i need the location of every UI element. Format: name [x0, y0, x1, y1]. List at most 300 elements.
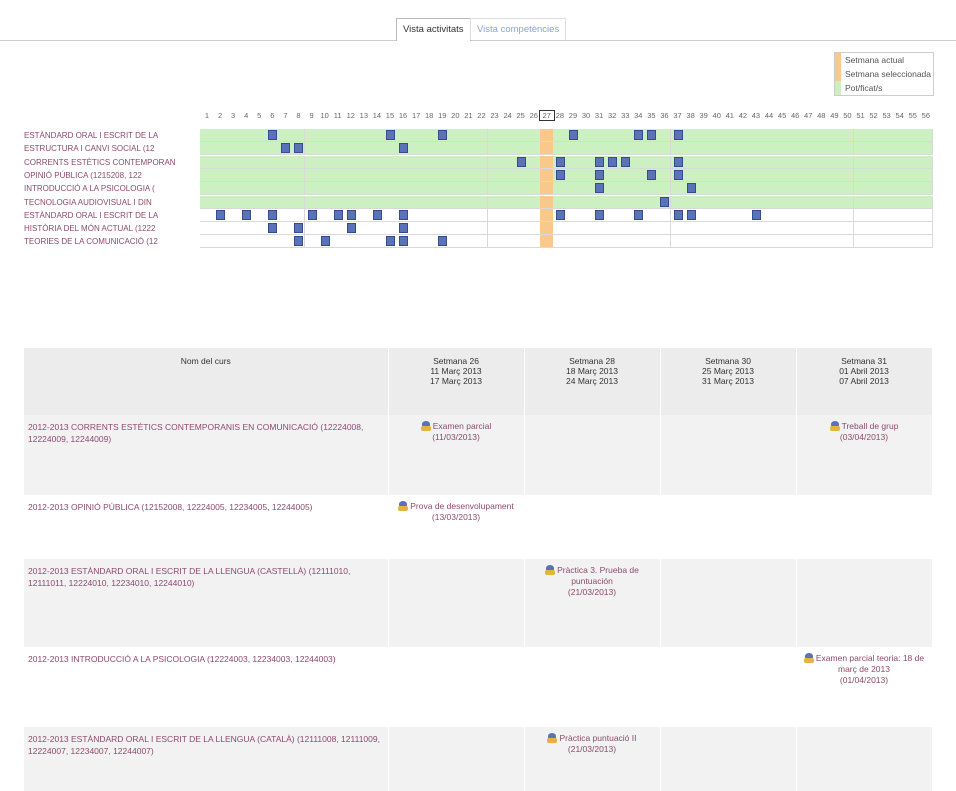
- grid-week-cell: [200, 129, 214, 142]
- grid-week-cell: [540, 169, 554, 182]
- week-number[interactable]: 16: [398, 111, 408, 120]
- header-week-30[interactable]: Setmana 30 25 Març 2013 31 Març 2013: [660, 348, 796, 415]
- activity-icon[interactable]: [373, 210, 382, 220]
- grid-week-cell: [801, 169, 815, 182]
- week-number[interactable]: 9: [309, 111, 314, 120]
- activity-icon[interactable]: [634, 210, 643, 220]
- grid-week-cell: [566, 182, 580, 195]
- activity-entry[interactable]: [801, 421, 928, 443]
- week-number[interactable]: 30: [581, 111, 591, 120]
- week-number[interactable]: 21: [464, 111, 473, 120]
- activity-icon[interactable]: [399, 223, 408, 233]
- grid-week-cell: [305, 196, 319, 209]
- grid-week-cell: [488, 209, 502, 222]
- week-number[interactable]: 2: [217, 111, 223, 120]
- grid-week-cell: [409, 196, 423, 209]
- grid-week-cell: [527, 169, 541, 182]
- activity-name[interactable]: Prova de desenvolupament: [410, 501, 514, 511]
- activity-icon[interactable]: [399, 236, 408, 246]
- grid-week-cell: [540, 235, 554, 248]
- grid-course-link[interactable]: ESTÀNDARD ORAL I ESCRIT DE LA: [24, 131, 159, 140]
- grid-week-cell: [605, 142, 619, 155]
- grid-week-cell: [566, 209, 580, 222]
- activity-icon[interactable]: [687, 183, 696, 193]
- assignment-icon: [830, 421, 840, 432]
- assignment-icon: [804, 653, 814, 664]
- week-number[interactable]: 29: [568, 111, 578, 120]
- legend-selected-week: Setmana seleccionada: [835, 67, 933, 81]
- activity-icon[interactable]: [438, 236, 447, 246]
- week-number[interactable]: 37: [673, 111, 682, 120]
- activity-name[interactable]: Pràctica puntuació II: [559, 733, 637, 743]
- grid-week-cell: [383, 182, 397, 195]
- week-number[interactable]: 41: [725, 111, 734, 120]
- week-number[interactable]: 31: [594, 111, 604, 120]
- grid-week-cell: [331, 235, 345, 248]
- activity-name[interactable]: Examen parcial: [432, 421, 492, 431]
- week-number[interactable]: 18: [425, 111, 434, 120]
- activity-icon[interactable]: [242, 210, 251, 220]
- week-number[interactable]: 27: [540, 111, 554, 120]
- week-number[interactable]: 42: [738, 111, 748, 120]
- activity-icon[interactable]: [647, 170, 656, 180]
- grid-week-cell: [461, 196, 475, 209]
- grid-week-cell: [200, 222, 214, 235]
- grid-week-cell: [422, 209, 436, 222]
- activity-entry[interactable]: [801, 653, 928, 686]
- grid-week-cell: [226, 182, 240, 195]
- course-link[interactable]: 2012-2013 ESTÀNDARD ORAL I ESCRIT DE LA LLENGUA (CASTELLÀ) (12111010, 12111011, 12224010, 12234010, 12244010): [28, 566, 351, 588]
- grid-week-cell: [383, 209, 397, 222]
- activity-icon[interactable]: [595, 183, 604, 193]
- grid-week-cell: [357, 222, 371, 235]
- grid-week-cell: [318, 129, 332, 142]
- activity-icon[interactable]: [595, 210, 604, 220]
- week-number[interactable]: 26: [529, 111, 538, 120]
- course-link[interactable]: 2012-2013 ESTÀNDARD ORAL I ESCRIT DE LA LLENGUA (CATALÀ) (12111008, 12111009, 12224007, 12234007, 12244007): [28, 734, 380, 756]
- activity-icon[interactable]: [281, 143, 290, 153]
- grid-week-cell: [461, 182, 475, 195]
- grid-week-cell: [566, 196, 580, 209]
- grid-week-cell: [474, 142, 488, 155]
- activity-icon[interactable]: [517, 157, 526, 167]
- week-number[interactable]: 48: [817, 111, 826, 120]
- grid-week-cell: [291, 142, 305, 155]
- activity-entry[interactable]: [529, 565, 656, 598]
- week-number[interactable]: 24: [503, 111, 512, 120]
- grid-week-cell: [396, 196, 410, 209]
- grid-week-cell: [644, 182, 658, 195]
- week-number[interactable]: 6: [270, 111, 275, 120]
- grid-week-cell: [579, 222, 593, 235]
- activity-icon[interactable]: [608, 157, 617, 167]
- grid-week-cell: [265, 209, 279, 222]
- grid-week-cell: [854, 182, 868, 195]
- grid-week-cell: [357, 235, 371, 248]
- activity-icon[interactable]: [321, 236, 330, 246]
- week-number[interactable]: 44: [764, 111, 774, 120]
- grid-course-link[interactable]: HISTÒRIA DEL MÓN ACTUAL (1222: [24, 224, 156, 234]
- activity-name[interactable]: Pràctica 3. Prueba de puntuación: [557, 565, 639, 586]
- activity-icon[interactable]: [347, 223, 356, 233]
- header-week-28[interactable]: Setmana 28 18 Març 2013 24 Març 2013: [524, 348, 660, 415]
- course-link[interactable]: 2012-2013 INTRODUCCIÓ A LA PSICOLOGIA (12224003, 12234003, 12244003): [28, 654, 336, 664]
- course-link[interactable]: 2012-2013 CORRENTS ESTÈTICS CONTEMPORANIS EN COMUNICACIÓ (12224008, 12224009, 12244009): [28, 422, 364, 444]
- grid-week-cell: [278, 209, 292, 222]
- grid-course-link[interactable]: ESTÀNDARD ORAL I ESCRIT DE LA: [24, 210, 159, 220]
- table-row: [24, 415, 932, 495]
- grid-course-link[interactable]: INTRODUCCIÓ A LA PSICOLOGIA (: [24, 184, 155, 194]
- grid-row-cells: [200, 222, 932, 235]
- week-number[interactable]: 40: [712, 111, 721, 120]
- grid-week-cell: [396, 235, 410, 248]
- grid-week-cell: [527, 142, 541, 155]
- grid-week-cell: [514, 222, 528, 235]
- activity-icon[interactable]: [660, 197, 669, 207]
- activity-icon[interactable]: [216, 210, 225, 220]
- activity-icon[interactable]: [674, 170, 683, 180]
- grid-week-cell: [671, 209, 685, 222]
- week-number[interactable]: 8: [296, 111, 301, 120]
- week-number[interactable]: 53: [882, 111, 891, 120]
- table-row: [24, 727, 932, 791]
- grid-week-cell: [553, 169, 567, 182]
- week-number[interactable]: 10: [320, 111, 329, 120]
- week-number[interactable]: 56: [921, 111, 931, 120]
- grid-week-cell: [579, 156, 593, 169]
- week-activity-cell: [388, 727, 524, 791]
- activity-name[interactable]: Treball de grup: [841, 421, 899, 431]
- grid-week-cell: [370, 129, 384, 142]
- activity-icon[interactable]: [386, 236, 395, 246]
- grid-week-cell: [684, 222, 698, 235]
- grid-week-cell: [657, 196, 671, 209]
- activity-icon[interactable]: [752, 210, 761, 220]
- activity-icon[interactable]: [294, 143, 303, 153]
- week-activity-cell: [796, 647, 932, 727]
- activity-icon[interactable]: [595, 170, 604, 180]
- activity-icon[interactable]: [674, 157, 683, 167]
- activity-icon[interactable]: [687, 210, 696, 220]
- grid-row-cells: [200, 169, 932, 182]
- week-number[interactable]: 47: [804, 111, 813, 120]
- grid-week-cell: [344, 142, 358, 155]
- grid-week-cell: [788, 129, 802, 142]
- grid-week-cell: [605, 182, 619, 195]
- grid-week-cell: [514, 156, 528, 169]
- week-number[interactable]: 38: [686, 111, 695, 120]
- grid-week-cell: [801, 235, 815, 248]
- activity-icon[interactable]: [268, 130, 277, 140]
- activity-icon[interactable]: [556, 157, 565, 167]
- week-number[interactable]: 25: [516, 111, 525, 120]
- grid-week-cell: [461, 235, 475, 248]
- grid-week-cell: [684, 182, 698, 195]
- week-number[interactable]: 5: [257, 111, 262, 120]
- grid-week-cell: [527, 182, 541, 195]
- grid-week-cell: [723, 235, 737, 248]
- grid-week-cell: [344, 182, 358, 195]
- grid-week-cell: [357, 142, 371, 155]
- grid-week-cell: [749, 129, 763, 142]
- grid-week-cell: [723, 142, 737, 155]
- activity-date: (21/03/2013): [567, 744, 617, 754]
- grid-course-link[interactable]: ESTRUCTURA I CANVI SOCIAL (12: [24, 144, 155, 154]
- week-number[interactable]: 28: [555, 111, 565, 120]
- grid-week-cell: [618, 209, 632, 222]
- grid-week-cell: [488, 182, 502, 195]
- grid-week-cell: [684, 169, 698, 182]
- grid-week-cell: [435, 156, 449, 169]
- grid-week-cell: [919, 235, 933, 248]
- grid-week-cell: [396, 129, 410, 142]
- activity-entry[interactable]: [529, 733, 656, 755]
- grid-week-cell: [474, 235, 488, 248]
- grid-week-cell: [527, 156, 541, 169]
- grid-week-cell: [474, 222, 488, 235]
- grid-week-cell: [723, 209, 737, 222]
- activity-icon[interactable]: [268, 223, 277, 233]
- activity-icon[interactable]: [674, 130, 683, 140]
- week-number[interactable]: 1: [204, 111, 210, 120]
- activity-name[interactable]: Examen parcial teoria: 18 de març de 2013: [815, 653, 925, 674]
- week-number[interactable]: 45: [777, 111, 787, 120]
- grid-week-cell: [396, 222, 410, 235]
- grid-week-cell: [501, 129, 515, 142]
- grid-week-cell: [840, 156, 854, 169]
- activity-icon[interactable]: [334, 210, 343, 220]
- grid-row-cells: [200, 156, 932, 169]
- grid-course-link[interactable]: CORRENTS ESTÈTICS CONTEMPORAN: [24, 157, 176, 167]
- grid-week-cell: [697, 235, 711, 248]
- grid-week-cell: [827, 196, 841, 209]
- week-number[interactable]: 23: [490, 111, 499, 120]
- week-number[interactable]: 49: [830, 111, 839, 120]
- grid-week-cell: [749, 182, 763, 195]
- grid-week-cell: [631, 129, 645, 142]
- grid-week-cell: [370, 156, 384, 169]
- grid-week-cell: [749, 169, 763, 182]
- grid-week-cell: [540, 142, 554, 155]
- activity-icon[interactable]: [294, 236, 303, 246]
- grid-week-cell: [788, 182, 802, 195]
- grid-week-cell: [318, 156, 332, 169]
- grid-week-cell: [657, 169, 671, 182]
- grid-week-cell: [435, 129, 449, 142]
- grid-week-cell: [540, 129, 554, 142]
- activity-icon[interactable]: [399, 143, 408, 153]
- grid-week-cell: [540, 196, 554, 209]
- grid-week-cell: [697, 196, 711, 209]
- grid-course-link[interactable]: OPINIÓ PÚBLICA (1215208, 122: [24, 170, 142, 180]
- grid-week-cell: [527, 129, 541, 142]
- grid-week-cell: [488, 156, 502, 169]
- grid-week-cell: [422, 182, 436, 195]
- grid-week-cell: [239, 235, 253, 248]
- activity-icon[interactable]: [347, 210, 356, 220]
- grid-week-cell: [906, 182, 920, 195]
- grid-week-cell: [474, 182, 488, 195]
- grid-week-cell: [788, 142, 802, 155]
- activity-icon[interactable]: [569, 130, 578, 140]
- grid-week-cell: [357, 196, 371, 209]
- grid-week-cell: [906, 156, 920, 169]
- week-number[interactable]: 22: [477, 111, 486, 120]
- grid-week-cell: [514, 182, 528, 195]
- grid-week-cell: [278, 142, 292, 155]
- grid-week-cell: [762, 182, 776, 195]
- activity-icon[interactable]: [595, 157, 604, 167]
- activity-entry[interactable]: [393, 501, 520, 523]
- grid-week-cell: [501, 235, 515, 248]
- week-number[interactable]: 52: [869, 111, 878, 120]
- activity-icon[interactable]: [634, 130, 643, 140]
- grid-week-cell: [867, 196, 881, 209]
- grid-week-cell: [239, 196, 253, 209]
- grid-row-cells: [200, 182, 932, 195]
- activity-icon[interactable]: [556, 210, 565, 220]
- week-number[interactable]: 39: [699, 111, 708, 120]
- week-number[interactable]: 20: [451, 111, 460, 120]
- grid-week-cell: [827, 235, 841, 248]
- activity-icon[interactable]: [399, 210, 408, 220]
- grid-week-cell: [291, 209, 305, 222]
- tab-competences-view[interactable]: Vista competències: [470, 18, 566, 40]
- grid-week-cell: [840, 222, 854, 235]
- grid-course-link[interactable]: TECNOLOGIA AUDIOVISUAL I DIN: [24, 197, 152, 207]
- week-number[interactable]: 3: [231, 111, 236, 120]
- grid-week-cell: [501, 182, 515, 195]
- activity-icon[interactable]: [294, 223, 303, 233]
- grid-week-cell: [592, 182, 606, 195]
- grid-week-cell: [344, 169, 358, 182]
- grid-week-cell: [331, 169, 345, 182]
- grid-week-cell: [788, 169, 802, 182]
- grid-week-cell: [370, 196, 384, 209]
- week-number[interactable]: 43: [751, 111, 761, 120]
- grid-week-cell: [919, 129, 933, 142]
- activity-icon[interactable]: [674, 210, 683, 220]
- grid-week-cell: [840, 169, 854, 182]
- grid-week-cell: [357, 169, 371, 182]
- grid-week-cell: [435, 142, 449, 155]
- week-number[interactable]: 51: [856, 111, 865, 120]
- week-number[interactable]: 32: [607, 111, 617, 120]
- week-number[interactable]: 33: [621, 111, 630, 120]
- grid-week-cell: [736, 182, 750, 195]
- grid-week-cell: [422, 222, 436, 235]
- grid-week-cell: [592, 156, 606, 169]
- grid-week-cell: [344, 235, 358, 248]
- week-number[interactable]: 11: [333, 111, 342, 120]
- grid-week-cell: [448, 129, 462, 142]
- activity-icon[interactable]: [386, 130, 395, 140]
- week-number[interactable]: 50: [843, 111, 852, 120]
- grid-week-cell: [409, 142, 423, 155]
- activity-icon[interactable]: [556, 170, 565, 180]
- week-number[interactable]: 19: [438, 111, 447, 120]
- week-number[interactable]: 35: [647, 111, 656, 120]
- week-number[interactable]: 7: [283, 111, 288, 120]
- week-number[interactable]: 36: [660, 111, 669, 120]
- grid-week-cell: [906, 222, 920, 235]
- week-number[interactable]: 46: [790, 111, 800, 120]
- grid-week-cell: [827, 182, 841, 195]
- grid-row-cells: [200, 142, 932, 155]
- grid-week-cell: [514, 196, 528, 209]
- activity-entry[interactable]: [393, 421, 520, 443]
- course-name-cell: [24, 495, 388, 559]
- grid-week-cell: [448, 156, 462, 169]
- grid-week-cell: [488, 129, 502, 142]
- week-number[interactable]: 14: [372, 111, 382, 120]
- grid-week-cell: [409, 182, 423, 195]
- grid-week-cell: [579, 142, 593, 155]
- grid-week-cell: [893, 129, 907, 142]
- grid-week-cell: [422, 129, 436, 142]
- grid-week-cell: [553, 222, 567, 235]
- legend: [834, 52, 934, 96]
- week-number[interactable]: 17: [411, 111, 421, 120]
- grid-week-cell: [657, 142, 671, 155]
- week-number[interactable]: 13: [359, 111, 368, 120]
- activity-icon[interactable]: [647, 130, 656, 140]
- grid-week-cell: [644, 156, 658, 169]
- grid-week-cell: [488, 196, 502, 209]
- grid-week-cell: [383, 156, 397, 169]
- grid-week-cell: [200, 169, 214, 182]
- grid-week-cell: [396, 142, 410, 155]
- grid-week-cell: [644, 196, 658, 209]
- header-week-26[interactable]: Setmana 26 11 Març 2013 17 Març 2013: [388, 348, 524, 415]
- week-activity-cell: [388, 559, 524, 647]
- grid-week-cell: [840, 209, 854, 222]
- grid-week-cell: [697, 182, 711, 195]
- course-link[interactable]: 2012-2013 OPINIÓ PÚBLICA (12152008, 12224005, 12234005, 12244005): [28, 502, 313, 512]
- grid-week-cell: [893, 235, 907, 248]
- grid-week-cell: [435, 209, 449, 222]
- header-week-31[interactable]: Setmana 31 01 Abril 2013 07 Abril 2013: [796, 348, 932, 415]
- grid-week-cell: [605, 209, 619, 222]
- grid-course-link[interactable]: TEORIES DE LA COMUNICACIÓ (12: [24, 237, 158, 247]
- grid-week-cell: [239, 156, 253, 169]
- week-number[interactable]: 54: [895, 111, 904, 120]
- week-number[interactable]: 55: [908, 111, 917, 120]
- tab-activities-view[interactable]: Vista activitats: [396, 18, 471, 41]
- week-number[interactable]: 15: [385, 111, 395, 120]
- week-number[interactable]: 12: [346, 111, 355, 120]
- course-name-cell: [24, 415, 388, 495]
- grid-week-cell: [657, 182, 671, 195]
- grid-week-cell: [357, 156, 371, 169]
- activity-icon[interactable]: [268, 210, 277, 220]
- grid-week-cell: [226, 196, 240, 209]
- activity-icon[interactable]: [308, 210, 317, 220]
- grid-week-cell: [605, 222, 619, 235]
- grid-week-cell: [697, 209, 711, 222]
- grid-week-cell: [553, 182, 567, 195]
- grid-week-cell: [840, 129, 854, 142]
- grid-week-cell: [501, 169, 515, 182]
- week-activity-cell: [388, 415, 524, 495]
- grid-week-cell: [788, 209, 802, 222]
- week-number[interactable]: 4: [244, 111, 249, 120]
- activity-icon[interactable]: [438, 130, 447, 140]
- grid-week-cell: [370, 169, 384, 182]
- activity-icon[interactable]: [621, 157, 630, 167]
- week-number[interactable]: 34: [634, 111, 643, 120]
- grid-week-cell: [422, 156, 436, 169]
